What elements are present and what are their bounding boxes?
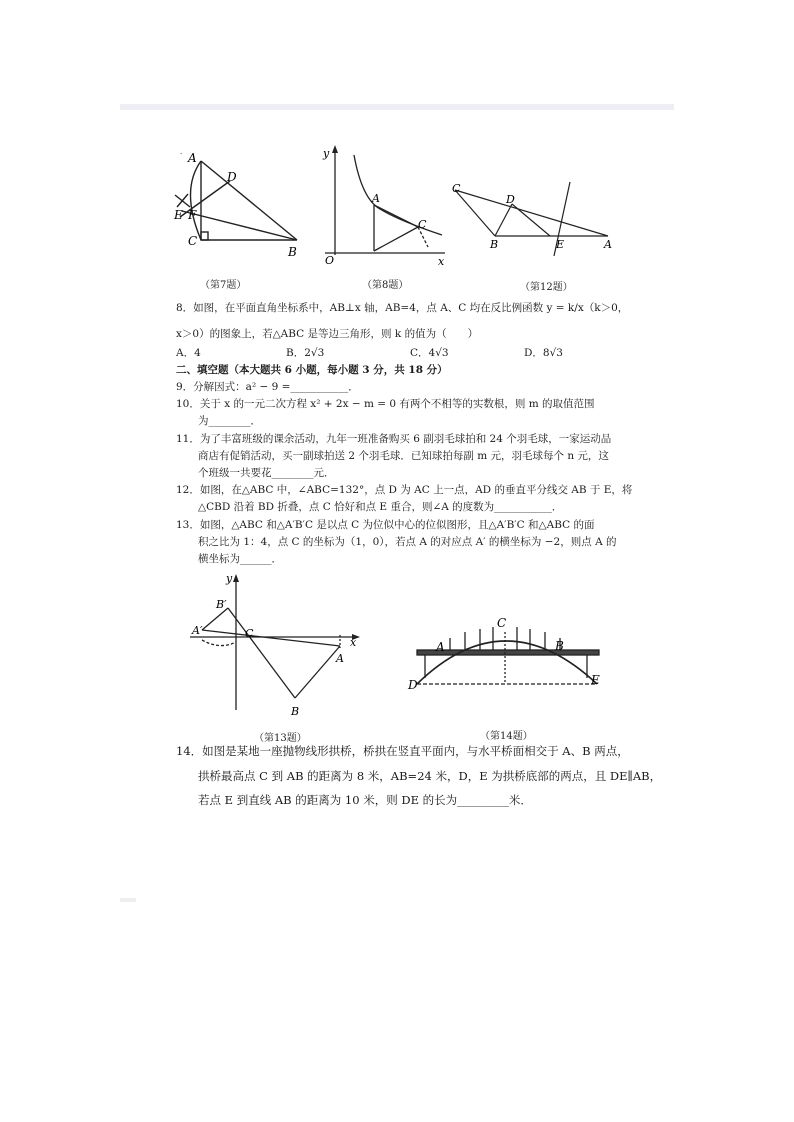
q13-line3: 横坐标为______． — [198, 553, 282, 565]
arc-ae — [191, 161, 202, 240]
segment-de — [512, 204, 550, 236]
hyperbola — [354, 155, 442, 235]
label-e: E — [174, 208, 183, 222]
q11-line1: 11．为了丰富班级的课余活动，九年一班准备购买 6 副羽毛球拍和 24 个羽毛球，一家运动品 — [176, 433, 612, 445]
label-d: D — [506, 193, 515, 206]
caption-q13: （第13题） — [254, 733, 307, 744]
figure-q14 — [405, 618, 610, 698]
segment-ca — [455, 190, 608, 236]
segment-bc — [374, 227, 418, 251]
q8-line1: 8．如图，在平面直角坐标系中，AB⊥x 轴，AB=4，点 A、C 均在反比例函数 y = k/x（k＞0， — [176, 302, 629, 314]
label-d: D — [408, 678, 418, 692]
segment-b-a — [295, 646, 340, 698]
right-angle-mark — [201, 232, 208, 240]
label-c: C — [497, 616, 507, 630]
q14-line3: 若点 E 到直线 AB 的距离为 10 米，则 DE 的长为_________米． — [198, 793, 532, 807]
label-c: C — [452, 182, 461, 195]
figure-q7 — [170, 145, 310, 265]
caption-q12: （第12题） — [520, 282, 573, 293]
q10-line2: 为________． — [198, 415, 261, 427]
label-a-prime: A′ — [192, 624, 203, 637]
scan-top-band — [120, 104, 674, 110]
label-a: A — [372, 192, 380, 205]
label-b: B — [288, 245, 297, 259]
q10-line1: 10．关于 x 的一元二次方程 x² + 2x − m = 0 有两个不相等的实数根，则 m 的取值范围 — [176, 398, 595, 410]
segment-ac — [202, 630, 340, 646]
label-c: C — [245, 627, 254, 640]
figure-q12 — [450, 178, 620, 258]
label-a: A — [604, 238, 612, 251]
label-b: B — [555, 639, 564, 653]
svg-text:·: · — [180, 150, 183, 158]
caption-q14: （第14题） — [480, 731, 533, 742]
q8-option-b: B．2√3 — [286, 347, 325, 359]
q8-line2: x＞0）的图象上，若△ABC 是等边三角形，则 k 的值为（ ） — [176, 328, 479, 340]
label-x: x — [438, 255, 445, 268]
label-y: y — [323, 147, 330, 160]
label-f: F — [188, 208, 197, 222]
label-c: C — [418, 218, 427, 231]
q13-line2: 积之比为 1：4，点 C 的坐标为（1，0），若点 A 的对应点 A′ 的横坐标为 −2，则点 A 的 — [198, 536, 617, 548]
q14-line2: 拱桥最高点 C 到 AB 的距离为 8 米，AB=24 米，D，E 为拱桥底部的两点，且 DE∥AB， — [198, 769, 662, 783]
label-e: E — [556, 238, 565, 251]
figure-q8 — [320, 145, 450, 270]
q9: 9．分解因式：a² − 9 =___________． — [176, 381, 359, 393]
caption-q8: （第8题） — [362, 280, 409, 291]
label-b: B — [291, 705, 300, 718]
segment-cb — [455, 190, 495, 236]
q8-option-c: C．4√3 — [410, 347, 449, 359]
label-a: A — [188, 151, 197, 165]
q11-line2: 商店有促销活动，买一副球拍送 2 个羽毛球．已知球拍每副 m 元，羽毛球每个 n 元，这 — [198, 450, 609, 462]
section-title: 二、填空题（本大题共 6 小题，每小题 3 分，共 18 分） — [176, 364, 448, 376]
segment-ac — [374, 205, 418, 227]
label-e: E — [591, 673, 600, 687]
label-a: A — [336, 652, 344, 665]
q13-line1: 13．如图，△ABC 和△A′B′C 是以点 C 为位似中心的位似图形，且△A′B′C 和△ABC 的面 — [176, 519, 595, 531]
scan-mark — [120, 898, 136, 902]
label-b-prime: B′ — [216, 598, 227, 611]
segment-b-prime-b — [228, 608, 295, 698]
figure-q13 — [190, 570, 365, 720]
q12-line2: △CBD 沿着 BD 折叠，点 C 恰好和点 E 重合，则∠A 的度数为___________． — [198, 501, 563, 513]
label-b: B — [490, 238, 499, 251]
caption-q7: （第7题） — [200, 280, 247, 291]
q12-line1: 12．如图，在△ABC 中，∠ABC=132°，点 D 为 AC 上一点，AD 的垂直平分线交 AB 于 E，将 — [176, 484, 633, 496]
q8-option-a: A．4 — [176, 347, 201, 359]
segment-a-b-prime — [202, 608, 228, 630]
label-y: y — [226, 572, 233, 585]
q8-option-d: D．8√3 — [524, 347, 563, 359]
segment-bd — [495, 204, 512, 236]
label-d: D — [227, 170, 237, 184]
label-a: A — [436, 640, 445, 654]
label-c: C — [188, 234, 198, 248]
q11-line3: 个班级一共要花________元． — [198, 467, 335, 479]
label-x: x — [350, 636, 357, 649]
q14-line1: 14．如图是某地一座抛物线形拱桥，桥拱在竖直平面内，与水平桥面相交于 A、B 两点， — [176, 744, 629, 758]
label-o: O — [325, 254, 335, 267]
